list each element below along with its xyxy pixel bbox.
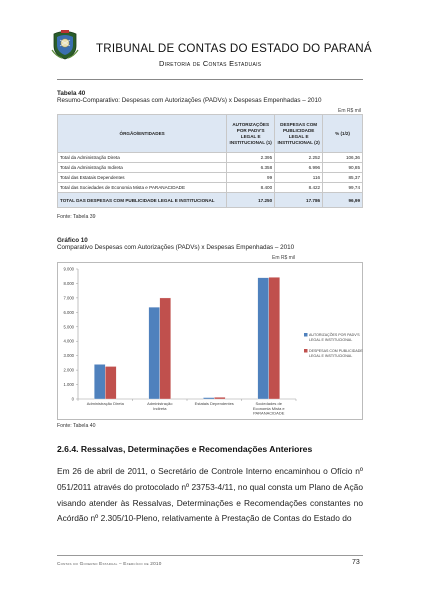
x-tick-label: Administração Direta	[86, 401, 124, 406]
table-row	[58, 173, 363, 183]
header-org: ÓRGÃO/ENTIDADES	[58, 115, 227, 153]
row-authorizations: 8.400	[227, 183, 275, 193]
legend-label: DESPESAS COM PUBLICIDADE	[309, 349, 363, 354]
table-source: Fonte: Tabela 39	[57, 214, 96, 220]
total-expenses: 17.786	[275, 193, 323, 208]
row-percent: 99,74	[323, 183, 363, 193]
bar	[149, 307, 160, 399]
y-tick-label: 5.000	[63, 324, 74, 330]
y-tick-label: 1.000	[63, 382, 74, 388]
row-authorizations: 99	[227, 173, 275, 183]
row-org: Total das Sociedades de Economia Mista e PARANACIDADE	[58, 183, 227, 193]
total-authorizations: 17.250	[227, 193, 275, 208]
legend-label: AUTORIZAÇÕES POR PADV'S	[309, 333, 360, 338]
table-label: Tabela 40	[57, 90, 86, 97]
row-org: Total das Estatais Dependentes	[58, 173, 227, 183]
bar	[214, 397, 225, 399]
row-authorizations: 6.358	[227, 163, 275, 173]
y-tick-label: 3.000	[63, 353, 74, 359]
table-row	[58, 163, 363, 173]
graph-caption: Comparativo Despesas com Autorizações (PADVs) x Despesas Empenhadas – 2010	[57, 244, 295, 251]
row-percent: 106,36	[323, 153, 363, 163]
y-tick-label: 2.000	[63, 367, 74, 373]
bar	[203, 398, 214, 399]
graph-source: Fonte: Tabela 40	[57, 423, 96, 429]
header-divider	[57, 79, 363, 80]
bar	[258, 278, 269, 399]
footer-text: Contas do Governo Estadual – Exercício de 2010	[57, 561, 162, 566]
y-tick-label: 4.000	[63, 338, 74, 344]
x-tick-label: Sociedades de	[255, 401, 282, 406]
header-percent: % (1/2)	[323, 115, 363, 153]
table-unit: Em R$ mil	[338, 108, 362, 114]
y-tick-label: 9.000	[63, 266, 74, 272]
header-authorizations: AUTORIZAÇÕES POR PADV'S LEGAL E INSTITUCIONAL (1)	[227, 115, 275, 153]
x-tick-label: Administração	[147, 401, 173, 406]
y-tick-label: 7.000	[63, 295, 74, 301]
legend-swatch	[304, 333, 308, 337]
legend-label: LEGAL E INSTITUCIONAL	[309, 338, 353, 343]
row-expenses: 8.422	[275, 183, 323, 193]
header-expenses: DESPESAS COM PUBLICIDADE LEGAL E INSTITUCIONAL (2)	[275, 115, 323, 153]
chart-frame	[57, 262, 363, 420]
table-row	[58, 153, 363, 163]
institution-title: TRIBUNAL DE CONTAS DO ESTADO DO PARANÁ	[96, 42, 372, 55]
row-expenses: 116	[275, 173, 323, 183]
section-heading: 2.6.4. Ressalvas, Determinações e Recomendações Anteriores	[57, 444, 313, 454]
graph-label: Gráfico 10	[57, 237, 88, 244]
row-expenses: 2.252	[275, 153, 323, 163]
row-org: Total da Administração Indireta	[58, 163, 227, 173]
row-org: Total da Administração Direta	[58, 153, 227, 163]
bar	[269, 277, 280, 399]
y-tick-label: 0	[71, 396, 74, 402]
page-number: 73	[352, 559, 360, 566]
table-caption: Resumo-Comparativo: Despesas com Autorizações (PADVs) x Despesas Empenhadas – 2010	[57, 97, 322, 104]
y-tick-label: 6.000	[63, 309, 74, 315]
coat-of-arms-icon	[50, 28, 80, 60]
legend-swatch	[304, 349, 308, 353]
bar	[105, 366, 116, 399]
bar-chart	[58, 263, 364, 421]
row-authorizations: 2.395	[227, 153, 275, 163]
y-tick-label: 8.000	[63, 280, 74, 286]
department-subtitle: Diretoria de Contas Estaduais	[159, 59, 262, 68]
row-expenses: 6.996	[275, 163, 323, 173]
bar	[94, 364, 105, 399]
body-paragraph: Em 26 de abril de 2011, o Secretário de Controle Interno encaminhou o Ofício nº 051/2011 através do protocolado nº 23753-4/11, no qual consta um Plano de Ação visando atender às Ressalvas, Determinações e Recomendações constantes no Acórdão nº 2.305/10-Pleno, relativamente à Prestação de Contas do Estado do	[57, 466, 363, 524]
x-tick-label: Indireta	[153, 405, 167, 411]
x-tick-label: PARANACIDADE	[253, 410, 285, 416]
total-org: TOTAL DAS DESPESAS COM PUBLICIDADE LEGAL E INSTITUCIONAL	[58, 193, 227, 208]
table-total-row	[58, 193, 363, 208]
table-header-row	[58, 115, 363, 153]
legend-label: LEGAL E INSTITUCIONAL	[309, 354, 353, 359]
row-percent: 90,85	[323, 163, 363, 173]
total-percent: 96,99	[323, 193, 363, 208]
footer-divider	[57, 555, 363, 556]
table-row	[58, 183, 363, 193]
row-percent: 85,37	[323, 173, 363, 183]
bar	[160, 298, 171, 399]
expenses-table	[57, 114, 363, 208]
x-tick-label: Estatais Dependentes	[194, 401, 234, 406]
x-tick-label: Economia Mista e	[252, 405, 285, 411]
graph-unit: Em R$ mil	[272, 255, 296, 261]
